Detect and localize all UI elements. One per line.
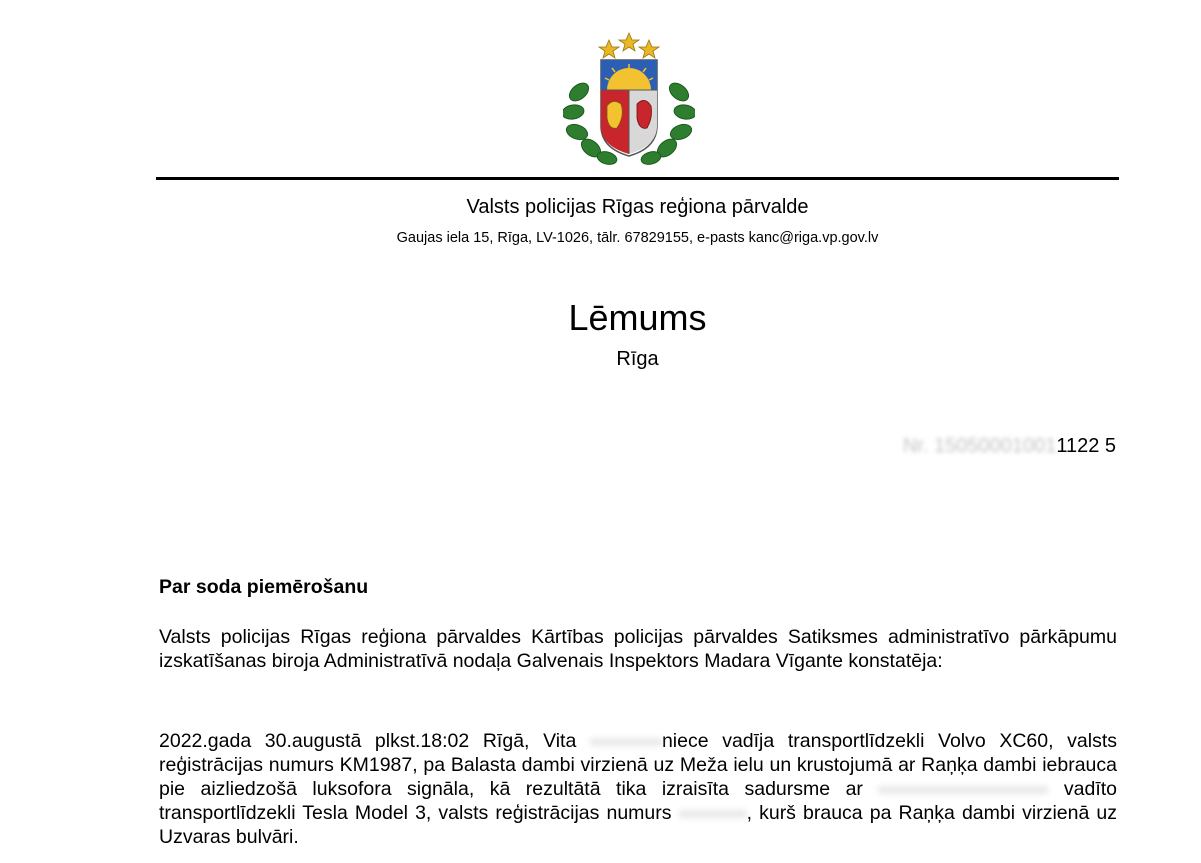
organization-name: Valsts policijas Rīgas reģiona pārvalde [466,196,809,218]
organization-contact: Gaujas iela 15, Rīga, LV-1026, tālr. 67829155, e-pasts kanc@riga.vp.gov.lv [396,230,879,246]
document-subject: Par soda piemērošanu [159,576,369,598]
document-number-visible: 1122 5 [1056,435,1116,457]
redacted-plate-number [679,806,747,822]
paragraph-findings-intro: Valsts policijas Rīgas reģiona pārvaldes Kārtības policijas pārvaldes Satiksmes administratīvo pārkāpumu izskatīšanas biroja Administratīvā nodaļa Galvenais Inspektors Madara Vīgante konstatēja: [159,626,1117,672]
header-divider [156,177,1119,180]
redacted-number-prefix: Nr. 15050001001 [902,435,1057,457]
redacted-surname [590,734,662,750]
document-place: Rīga [616,348,659,370]
redacted-person-name [878,782,1048,798]
incident-text-part3: vadīto transportlīdzekli Tesla Model 3, valsts reģistrācijas numurs [159,778,1118,824]
document-number [903,433,1116,459]
coat-of-arms-icon [563,30,695,166]
document-title: Lēmums [568,297,707,338]
incident-text-part4: , kurš brauca pa Raņķa dambi virzienā uz Uzvaras bulvāri. [159,802,1118,848]
incident-text-part1: 2022.gada 30.augustā plkst.18:02 Rīgā, Vita [159,730,577,752]
paragraph-incident [159,729,1117,849]
incident-text-part2: niece vadīja transportlīdzekli Volvo XC60, valsts reģistrācijas numurs KM1987, pa Balasta dambi virzienā uz Meža ielu un krustojumā ar Raņķa dambi iebrauca pie aizliedzošā luksofora signāla, kā rezultātā tika izraisīta sadursme ar [159,730,1118,800]
